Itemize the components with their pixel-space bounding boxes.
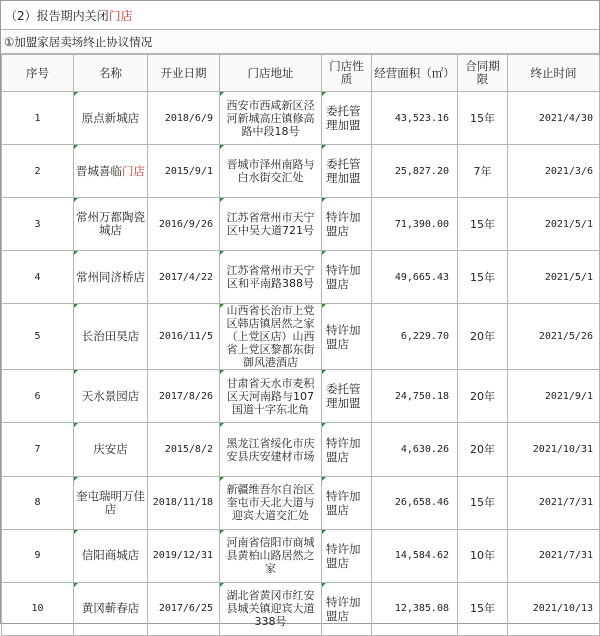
- table-header-row: [2, 55, 600, 92]
- cell-address[interactable]: 河南省信阳市商城县黄柏山路居然之家: [220, 529, 322, 582]
- section-heading-highlight: 门店: [108, 8, 133, 23]
- cell-end-date[interactable]: 2021/9/1: [508, 370, 600, 423]
- cell-end-date[interactable]: 2021/10/13: [508, 582, 600, 635]
- cell-index[interactable]: 6: [2, 370, 74, 423]
- table-row: [2, 582, 600, 635]
- cell-open-date[interactable]: 2018/6/9: [148, 92, 220, 145]
- cell-index[interactable]: 9: [2, 529, 74, 582]
- cell-end-date[interactable]: 2021/10/31: [508, 423, 600, 476]
- cell-index[interactable]: 3: [2, 198, 74, 251]
- cell-name[interactable]: [74, 198, 148, 251]
- cell-open-date[interactable]: 2018/11/18: [148, 476, 220, 529]
- cell-open-date[interactable]: 2015/9/1: [148, 145, 220, 198]
- store-name-text: 常州同济桥店: [76, 269, 145, 284]
- cell-open-date[interactable]: 2015/8/2: [148, 423, 220, 476]
- cell-nature[interactable]: 特许加盟店: [322, 251, 372, 304]
- store-name-text: 长治田昊店: [81, 329, 140, 344]
- cell-name[interactable]: [74, 370, 148, 423]
- cell-index[interactable]: 7: [2, 423, 74, 476]
- cell-name[interactable]: [74, 304, 148, 370]
- store-name-text: 常州万都陶瓷城店: [76, 210, 145, 238]
- cell-address[interactable]: 甘肃省天水市麦积区天河南路与107国道十字东北角: [220, 370, 322, 423]
- cell-index[interactable]: 5: [2, 304, 74, 370]
- table-row: [2, 529, 600, 582]
- cell-nature[interactable]: 委托管理加盟: [322, 370, 372, 423]
- cell-address[interactable]: 新疆维吾尔自治区奎屯市天北大道与迎宾大道交汇处: [220, 476, 322, 529]
- table-row: [2, 145, 600, 198]
- cell-area[interactable]: 71,390.00: [372, 198, 458, 251]
- store-name-text: 奎屯瑞明万佳店: [76, 488, 145, 516]
- store-name-text: 信阳商城店: [81, 548, 140, 563]
- cell-term[interactable]: 20年: [458, 304, 508, 370]
- column-header: 开业日期: [148, 55, 220, 92]
- cell-end-date[interactable]: 2021/7/31: [508, 529, 600, 582]
- cell-area[interactable]: 43,523.16: [372, 92, 458, 145]
- cell-open-date[interactable]: 2019/12/31: [148, 529, 220, 582]
- cell-nature[interactable]: 特许加盟店: [322, 304, 372, 370]
- column-header: 名称: [74, 55, 148, 92]
- store-name-text: 黄冈蕲春店: [81, 601, 140, 616]
- cell-area[interactable]: 26,658.46: [372, 476, 458, 529]
- cell-open-date[interactable]: 2017/8/26: [148, 370, 220, 423]
- cell-term[interactable]: 15年: [458, 251, 508, 304]
- cell-address[interactable]: 西安市西咸新区泾河新城高庄镇修高路中段18号: [220, 92, 322, 145]
- cell-open-date[interactable]: 2017/4/22: [148, 251, 220, 304]
- table-row: [2, 304, 600, 370]
- column-header: 门店性质: [322, 55, 372, 92]
- cell-open-date[interactable]: 2016/11/5: [148, 304, 220, 370]
- cell-name[interactable]: [74, 476, 148, 529]
- closed-stores-table: [1, 54, 600, 636]
- cell-area[interactable]: 12,385.08: [372, 582, 458, 635]
- cell-area[interactable]: 24,750.18: [372, 370, 458, 423]
- column-header: 合同期限: [458, 55, 508, 92]
- cell-term[interactable]: 10年: [458, 529, 508, 582]
- cell-address[interactable]: 黑龙江省绥化市庆安县庆安建材市场: [220, 423, 322, 476]
- store-name-text: 天水景园店: [81, 388, 140, 403]
- section-heading: [1, 1, 599, 30]
- cell-nature[interactable]: 特许加盟店: [322, 582, 372, 635]
- cell-name[interactable]: [74, 145, 148, 198]
- store-name-text: 晋城喜临: [76, 163, 122, 178]
- cell-end-date[interactable]: 2021/5/1: [508, 251, 600, 304]
- cell-index[interactable]: 1: [2, 92, 74, 145]
- cell-end-date[interactable]: 2021/7/31: [508, 476, 600, 529]
- store-name-text: 庆安店: [93, 442, 128, 457]
- cell-end-date[interactable]: 2021/4/30: [508, 92, 600, 145]
- table-body: [2, 92, 600, 636]
- cell-nature[interactable]: 特许加盟店: [322, 198, 372, 251]
- cell-term[interactable]: 15年: [458, 476, 508, 529]
- table-row: [2, 423, 600, 476]
- cell-term[interactable]: 15年: [458, 582, 508, 635]
- column-header: 经营面积（㎡）: [372, 55, 458, 92]
- table-row: [2, 92, 600, 145]
- cell-nature[interactable]: 特许加盟店: [322, 476, 372, 529]
- cell-name[interactable]: [74, 92, 148, 145]
- column-header: 终止时间: [508, 55, 600, 92]
- cell-end-date[interactable]: 2021/5/26: [508, 304, 600, 370]
- column-header: 序号: [2, 55, 74, 92]
- cell-name[interactable]: [74, 251, 148, 304]
- cell-nature[interactable]: 特许加盟店: [322, 423, 372, 476]
- cell-term[interactable]: 20年: [458, 370, 508, 423]
- cell-address[interactable]: 山西省长治市上党区韩店镇居然之家（上党区店）山西省上党区黎都东街御风港酒店: [220, 304, 322, 370]
- cell-area[interactable]: 4,630.26: [372, 423, 458, 476]
- cell-address[interactable]: 晋城市泽州南路与白水街交汇处: [220, 145, 322, 198]
- cell-term[interactable]: 20年: [458, 423, 508, 476]
- cell-end-date[interactable]: 2021/3/6: [508, 145, 600, 198]
- cell-area[interactable]: 25,827.20: [372, 145, 458, 198]
- cell-area[interactable]: 6,229.70: [372, 304, 458, 370]
- cell-address[interactable]: 江苏省常州市天宁区和平南路388号: [220, 251, 322, 304]
- cell-nature[interactable]: 委托管理加盟: [322, 145, 372, 198]
- cell-address[interactable]: 湖北省黄冈市红安县城关镇迎宾大道338号: [220, 582, 322, 635]
- table-row: [2, 251, 600, 304]
- cell-name[interactable]: [74, 582, 148, 635]
- cell-name[interactable]: [74, 529, 148, 582]
- cell-open-date[interactable]: 2016/9/26: [148, 198, 220, 251]
- cell-name[interactable]: [74, 423, 148, 476]
- cell-term[interactable]: 7年: [458, 145, 508, 198]
- table-row: [2, 198, 600, 251]
- cell-end-date[interactable]: 2021/5/1: [508, 198, 600, 251]
- cell-area[interactable]: 14,584.62: [372, 529, 458, 582]
- cell-area[interactable]: 49,665.43: [372, 251, 458, 304]
- cell-index[interactable]: 8: [2, 476, 74, 529]
- column-header: 门店地址: [220, 55, 322, 92]
- cell-term[interactable]: 15年: [458, 198, 508, 251]
- cell-index[interactable]: 4: [2, 251, 74, 304]
- cell-address[interactable]: 江苏省常州市天宁区中吴大道721号: [220, 198, 322, 251]
- section-heading-text: （2）报告期内关闭: [5, 8, 109, 23]
- table-subheading: ①加盟家居卖场终止协议情况: [1, 30, 599, 54]
- table-row: [2, 370, 600, 423]
- cell-open-date[interactable]: 2017/6/25: [148, 582, 220, 635]
- cell-index[interactable]: 2: [2, 145, 74, 198]
- cell-index[interactable]: 10: [2, 582, 74, 635]
- store-name-text: 原点新城店: [81, 110, 140, 125]
- table-row: [2, 476, 600, 529]
- cell-nature[interactable]: 特许加盟店: [322, 529, 372, 582]
- cell-nature[interactable]: 委托管理加盟: [322, 92, 372, 145]
- cell-term[interactable]: 15年: [458, 92, 508, 145]
- store-name-highlight: 门店: [122, 163, 145, 178]
